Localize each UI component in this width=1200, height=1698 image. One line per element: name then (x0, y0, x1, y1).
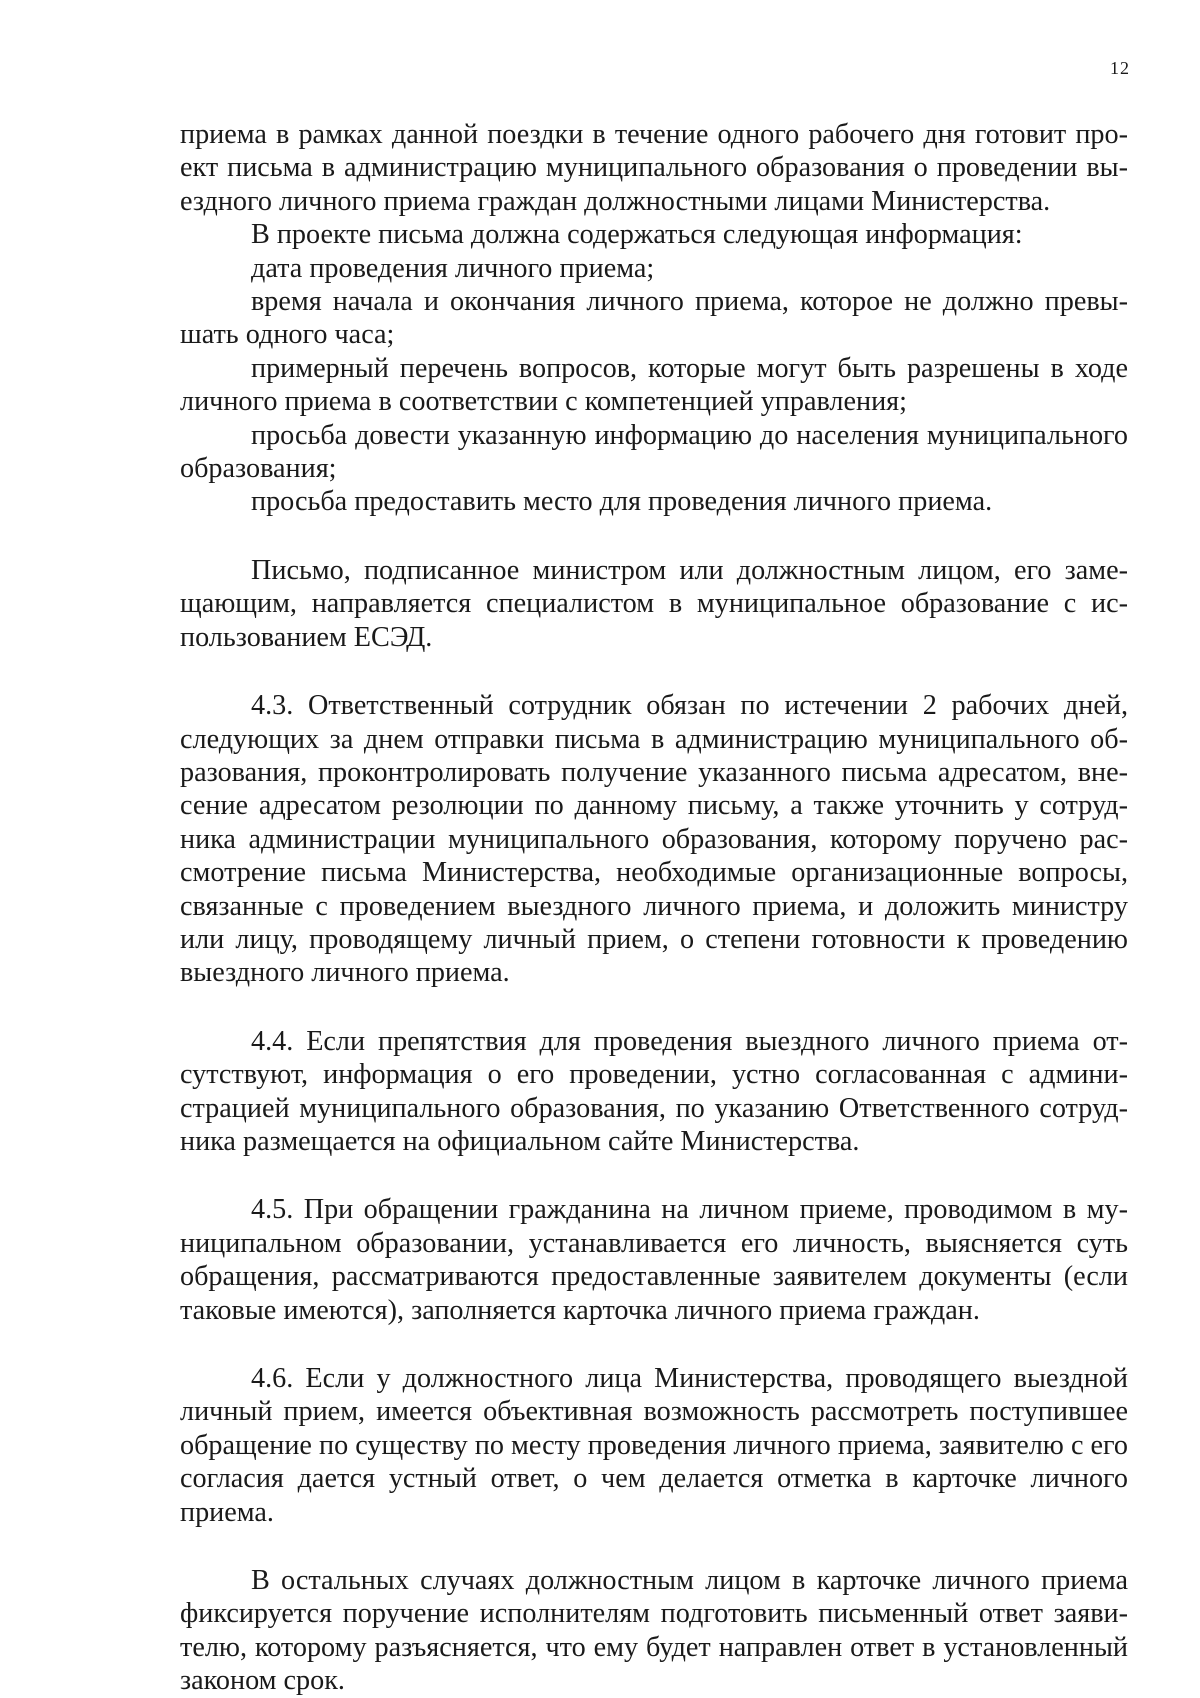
list-item-date: дата проведения личного приема; (251, 252, 655, 284)
paragraph-4-4: 4.4. Если препятствия для проведения выездного личного приема отсутствуют, информация о его проведении, устно согласованная с администрацией муниципального образования, по указанию Ответственного сотрудника размещается на официальном сайте Министерства. (180, 1025, 1128, 1157)
list-item-time: время начала и окончания личного приема, которое не должно превышать одного часа; (180, 286, 1128, 351)
paragraph-letter: Письмо, подписанное министром или должностным лицом, его замещающим, направляется специалистом в муниципальное образование с использованием ЕСЭД. (180, 554, 1128, 653)
paragraph-1: приема в рамках данной поездки в течение одного рабочего дня готовит проект письма в администрацию муниципального образования о проведении выездного личного приема граждан должностными лицами Министерства. (180, 119, 1128, 217)
paragraph-2: В проекте письма должна содержаться следующая информация: (251, 219, 1023, 251)
document-body (180, 118, 1128, 1698)
paragraph-4-3: 4.3. Ответственный сотрудник обязан по истечении 2 рабочих дней, следующих за днем отправки письма в администрацию муниципального образования, проконтролировать получение указанного письма адресатом, внесение адресатом резолюции по данному письму, а также уточнить у сотрудника администрации муниципального образования, которому поручено рассмотрение письма Министерства, необходимые организационные вопросы, связанные с проведением выездного личного приема, и доложить министру или лицу, проводящему личный прием, о степени готовности к проведению выездного личного приема. (180, 690, 1128, 989)
paragraph-4-6: 4.6. Если у должностного лица Министерства, проводящего выездной личный прием, имеется объективная возможность рассмотреть поступившее обращение по существу по месту проведения личного приема, заявителю с его согласия дается устный ответ, о чем делается отметка в карточке личного приема. (180, 1363, 1128, 1528)
list-item-questions: примерный перечень вопросов, которые могут быть разрешены в ходе личного приема в соответствии с компетенцией управления; (180, 352, 1128, 418)
list-item-place: просьба предоставить место для проведения личного приема. (251, 486, 993, 518)
page-number: 12 (1110, 58, 1130, 78)
paragraph-4-5: 4.5. При обращении гражданина на личном приеме, проводимом в муниципальном образовании, устанавливается его личность, выясняется суть обращения, рассматриваются предоставленные заявителем документы (если таковые имеются), заполняется карточка личного приема граждан. (180, 1194, 1128, 1326)
list-item-inform: просьба довести указанную информацию до населения муниципального образования; (180, 419, 1128, 485)
paragraph-other-cases: В остальных случаях должностным лицом в карточке личного приема фиксируется поручение исполнителям подготовить письменный ответ заявителю, которому разъясняется, что ему будет направлен ответ в установленный законом срок. (180, 1565, 1128, 1697)
